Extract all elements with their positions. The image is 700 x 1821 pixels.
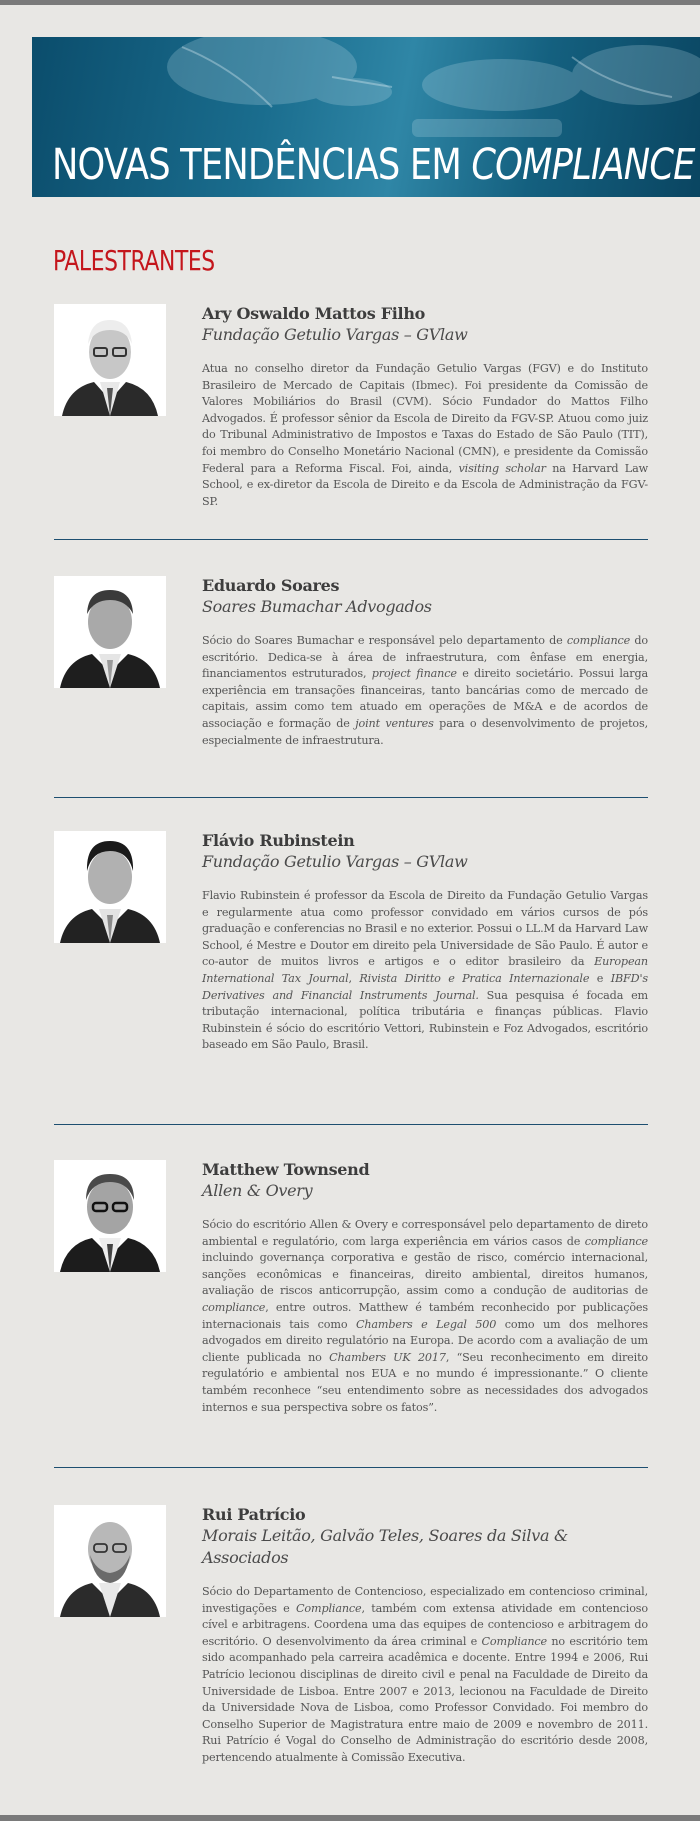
speaker-bio bbox=[202, 361, 648, 510]
bio-text: no escritório tem sido acompanhado pela carreira acadêmica e docente. Entre 1994 e 2006, Rui Patrício lecionou disciplinas de direito civil e penal na Faculdade de Direito da Universidade de Lisboa. Entre 2007 e 2013, lecionou na Faculdade de Direito da Universidade Nova de Lisboa, como Professor Convidado. Foi membro do Conselho Superior de Magistratura entre maio de 2009 e novembro de 2011. Rui Patrício é Vogal do Conselho de Administração do escritório desde 2008, pertencendo atualmente à Comissão Executiva. bbox=[202, 1634, 648, 1764]
bio-text: , também com extensa atividade em contencioso cível e arbitragens. Coordena uma das equipes de contencioso e arbitragem do escritório. O desenvolvimento da área criminal e bbox=[202, 1601, 648, 1648]
speaker-photo bbox=[54, 576, 166, 688]
bio-text: , bbox=[348, 971, 360, 985]
bio-text: e bbox=[589, 971, 611, 985]
bio-text: Sócio do Soares Bumachar e responsável pelo departamento de bbox=[202, 634, 567, 647]
bottom-border bbox=[0, 1815, 700, 1821]
top-border bbox=[0, 0, 700, 5]
speaker-photo bbox=[54, 831, 166, 943]
bio-italic-text: Chambers UK 2017 bbox=[329, 1350, 446, 1364]
divider bbox=[54, 797, 648, 798]
speaker-organization: Fundação Getulio Vargas – GVlaw bbox=[202, 852, 468, 871]
speaker-name: Eduardo Soares bbox=[202, 576, 340, 595]
bio-text: e direito societário. Possui larga experiência em transações financeiras, tanto bancárias como de mercado de capitais, assim como tem atuado em operações de M&A e de acordos de associação e formação de bbox=[202, 667, 648, 730]
bio-text: Sócio do Departamento de Contencioso, especializado em contencioso criminal, investigações e bbox=[202, 1585, 648, 1615]
bio-italic-text: compliance bbox=[566, 634, 631, 647]
divider bbox=[54, 1467, 648, 1468]
bio-text: Sua pesquisa é focada em tributação internacional, política tributária e finanças públicas. Flavio Rubinstein é sócio do escritório Vettori, Rubinstein e Foz Advogados, escritório baseado em São Paulo, Brasil. bbox=[202, 988, 648, 1052]
speaker-info bbox=[202, 1505, 648, 1767]
speaker-photo bbox=[54, 1160, 166, 1272]
header-banner bbox=[32, 37, 700, 197]
speaker-bio bbox=[202, 633, 648, 749]
speaker-name: Flávio Rubinstein bbox=[202, 831, 355, 850]
bio-text: , “Seu reconhecimento em direito regulatório e ambiental nos EUA e no mundo é impressionante.” O cliente também reconhece “seu entendimento sobre as necessidades dos advogados internos e sua perspectiva sobre os fatos”. bbox=[202, 1350, 648, 1414]
speaker-organization: Fundação Getulio Vargas – GVlaw bbox=[202, 325, 468, 344]
speaker-photo bbox=[54, 304, 166, 416]
bio-italic-text: compliance bbox=[584, 1234, 648, 1248]
speaker-name: Rui Patrício bbox=[202, 1505, 306, 1524]
speaker-photo bbox=[54, 1505, 166, 1617]
bio-text: do escritório. Dedica-se à área de infraestrutura, com ênfase em energia, financiamentos estruturados, bbox=[202, 634, 648, 681]
bio-italic-text: project finance bbox=[371, 667, 457, 681]
speaker-bio bbox=[202, 1217, 648, 1416]
bio-text: na Harvard Law School, e ex-diretor da Escola de Direito e da Escola de Administração da FGV-SP. bbox=[202, 461, 649, 508]
divider bbox=[54, 1124, 648, 1125]
speaker-bio bbox=[202, 888, 648, 1054]
bio-italic-text: IBFD's Derivatives and Financial Instruments Journal. bbox=[202, 971, 648, 1002]
speaker-info bbox=[202, 1160, 648, 1416]
speaker-organization: Allen & Overy bbox=[202, 1181, 313, 1200]
bio-italic-text: European International Tax Journal bbox=[202, 955, 648, 985]
bio-italic-text: Compliance bbox=[481, 1634, 547, 1648]
speaker-name: Matthew Townsend bbox=[202, 1160, 370, 1179]
bio-text: para o desenvolvimento de projetos, especialmente de infraestrutura. bbox=[202, 716, 649, 747]
divider bbox=[54, 539, 648, 540]
section-title: PALESTRANTES bbox=[53, 244, 215, 277]
bio-italic-text: compliance bbox=[202, 1300, 266, 1314]
speaker-organization: Soares Bumachar Advogados bbox=[202, 597, 432, 616]
bio-text: como um dos melhores advogados em direito regulatório na Europa. De acordo com a avaliação de um cliente publicada no bbox=[202, 1317, 648, 1364]
bio-italic-text: Compliance bbox=[296, 1601, 362, 1615]
speaker-bio bbox=[202, 1584, 648, 1767]
bio-italic-text: visiting scholar bbox=[458, 461, 546, 475]
bio-text: Sócio do escritório Allen & Overy e corresponsável pelo departamento de direto ambiental e regulatório, com larga experiência em vários casos de bbox=[202, 1218, 648, 1248]
bio-text: Flavio Rubinstein é professor da Escola de Direito da Fundação Getulio Vargas e regularmente atua como professor convidado em vários cursos de pós graduação e conferencias no Brasil e no exterior. Possui o LL.M da Harvard Law School, é Mestre e Doutor em direito pela Universidade de São Paulo. É autor e co-autor de muitos livros e artigos e o editor brasileiro da bbox=[202, 889, 648, 969]
bio-italic-text: Rivista Diritto e Pratica Internazionale bbox=[359, 971, 590, 985]
bio-text: incluindo governança corporativa e gestão de risco, comércio internacional, sanções econômicas e financeiras, direito ambiental, direitos humanos, avaliação de riscos anticorrupção, assim como a condução de auditorias de bbox=[202, 1251, 648, 1298]
banner-title: NOVAS TENDÊNCIAS EM COMPLIANCE bbox=[52, 140, 695, 190]
speaker-name: Ary Oswaldo Mattos Filho bbox=[202, 304, 426, 323]
bio-text: Atua no conselho diretor da Fundação Getulio Vargas (FGV) e do Instituto Brasileiro de Mercado de Capitais (Ibmec). Foi presidente da Comissão de Valores Mobiliários do Brasil (CVM). Sócio Fundador do Mattos Filho Advogados. É professor sênior da Escola de Direito da FGV-SP. Atuou como juiz do Tribunal Administrativo de Impostos e Taxas do Estado de São Paulo (TIT), foi membro do Conselho Monetário Nacional (CMN), e presidente da Comissão Federal para a Reforma Fiscal. Foi, ainda, bbox=[202, 362, 648, 475]
speaker-info bbox=[202, 831, 648, 1054]
speaker-info bbox=[202, 304, 648, 510]
bio-italic-text: joint ventures bbox=[355, 716, 434, 730]
bio-italic-text: Chambers e Legal 500 bbox=[355, 1317, 497, 1331]
speaker-organization: Morais Leitão, Galvão Teles, Soares da Silva & Associados bbox=[202, 1526, 568, 1567]
speaker-info bbox=[202, 576, 648, 749]
bio-text: , entre outros. Matthew é também reconhecido por publicações internacionais tais como bbox=[202, 1300, 648, 1331]
